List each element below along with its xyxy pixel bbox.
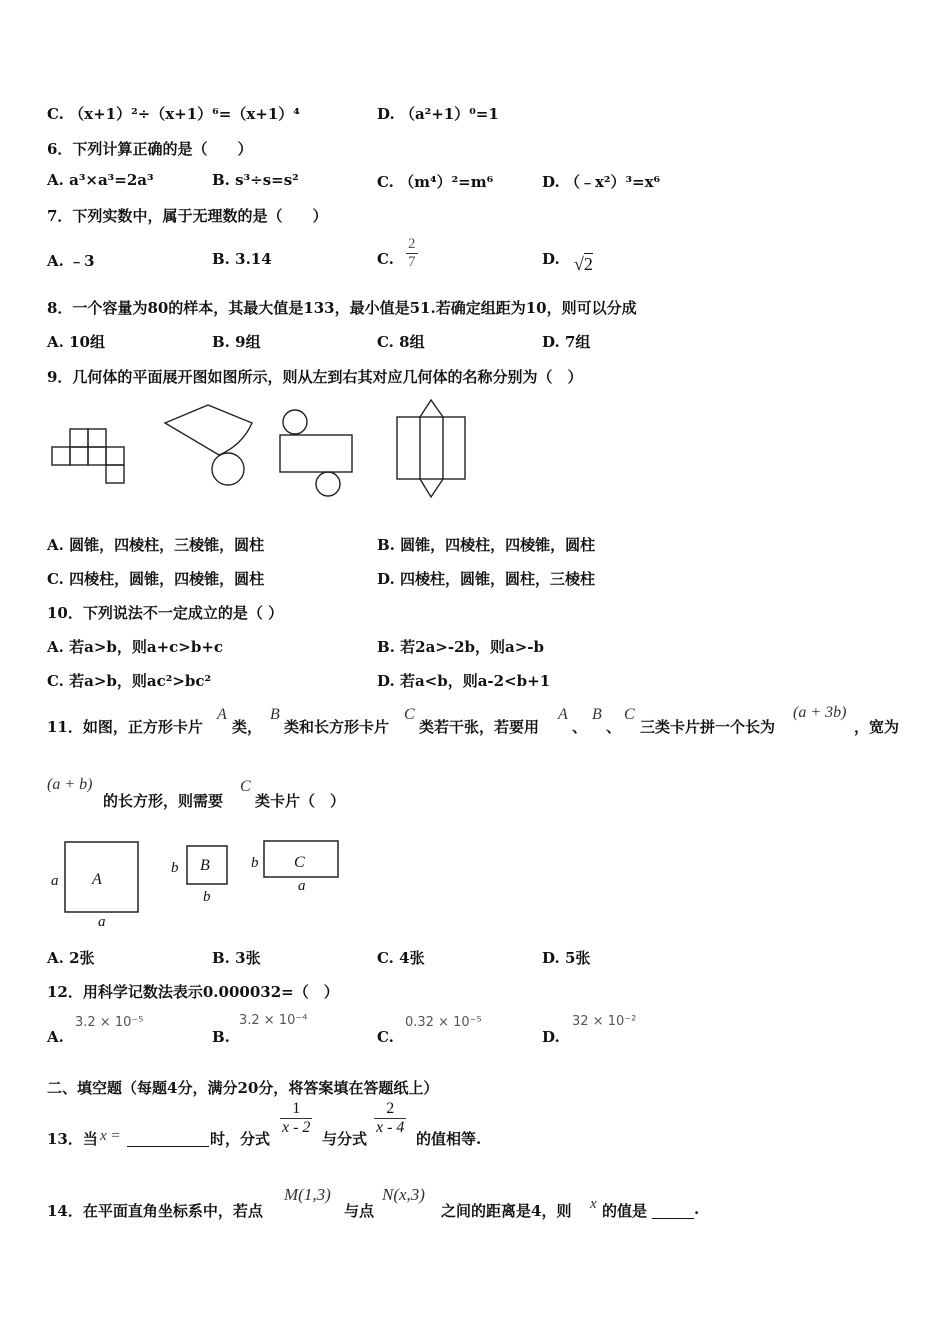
question-text: 之间的距离是4，则	[441, 1202, 572, 1220]
question-text: 三类卡片拼一个长为	[640, 718, 776, 736]
q8-option-b	[212, 331, 261, 352]
q14-line	[0, 1184, 950, 1220]
fraction-denominator: x - 4	[376, 1119, 405, 1136]
q11-option-a	[47, 947, 95, 968]
question-text: 11．如图，正方形卡片	[47, 718, 203, 736]
q12-option-a-label: A.	[47, 1028, 64, 1046]
q11-stem-line2	[0, 774, 950, 810]
option-text: 若2a>-2b，则a>-b	[400, 638, 545, 656]
q12-option-b-label: B.	[212, 1028, 230, 1046]
fraction-two-sevenths	[406, 236, 418, 271]
card-a-side-label: a	[51, 873, 59, 889]
option-text: （﹣x²）³=x⁶	[564, 173, 661, 191]
q12-option-d-label: D.	[542, 1028, 560, 1046]
option-text: （x+1）²÷（x+1）⁶=（x+1）⁴	[69, 105, 300, 123]
q10-option-a	[47, 636, 223, 657]
section-heading: 二、填空题（每题4分，满分20分，将答案填在答题纸上）	[47, 1079, 439, 1097]
option-text: 8组	[399, 333, 425, 351]
var-x: x =	[100, 1128, 121, 1144]
q9-option-b	[377, 534, 595, 555]
option-label: D.	[542, 250, 560, 268]
net-cone	[165, 405, 252, 485]
q7-option-c	[377, 250, 394, 268]
question-text: 9．几何体的平面展开图如图所示，则从左到右其对应几何体的名称分别为（ ）	[47, 368, 583, 386]
radical-sign-icon: √	[574, 254, 584, 274]
option-label: C.	[377, 173, 394, 191]
fraction-numerator: 1	[280, 1100, 312, 1119]
q11-stem-line1	[0, 704, 950, 740]
fraction-2	[374, 1100, 406, 1137]
q12-option-a-text: 3.2 × 10⁻⁵	[75, 1015, 144, 1030]
option-text: 3.14	[235, 250, 272, 268]
option-label: A.	[47, 171, 64, 189]
var-x: x	[590, 1196, 597, 1212]
option-label: B.	[377, 536, 395, 554]
option-label: D.	[542, 173, 560, 191]
var-c: C	[404, 706, 415, 723]
option-label: B.	[212, 250, 230, 268]
question-text: 与分式	[322, 1130, 368, 1148]
q8-option-d	[542, 331, 590, 352]
question-text: 类若干张，若要用	[419, 718, 540, 736]
question-text: 类卡片（ ）	[255, 792, 346, 810]
option-label: A.	[47, 333, 64, 351]
q11-option-b	[212, 947, 261, 968]
option-text: 若a>b，则a+c>b+c	[69, 638, 224, 656]
option-label: B.	[212, 171, 230, 189]
var-b: B	[270, 706, 280, 723]
option-text: 2张	[69, 949, 95, 967]
q6-option-c	[377, 171, 493, 192]
option-label: C.	[377, 333, 394, 351]
option-label: A.	[47, 536, 64, 554]
separator: 、	[606, 718, 622, 736]
option-text: 7组	[564, 333, 591, 351]
q5-option-d	[377, 103, 499, 124]
question-text: 14．在平面直角坐标系中，若点	[47, 1202, 263, 1220]
sqrt-two	[574, 254, 593, 275]
option-text: s³÷s=s²	[235, 171, 299, 189]
question-text: 6．下列计算正确的是（ ）	[47, 140, 253, 158]
option-label: B.	[377, 638, 395, 656]
option-text: 若a<b，则a-2<b+1	[399, 672, 551, 690]
option-label: C.	[377, 250, 394, 268]
question-text: 8．一个容量为80的样本，其最大值是133，最小值是51.若确定组距为10，则可以分成	[47, 299, 637, 317]
option-label: B.	[212, 949, 230, 967]
card-b-label: B	[200, 857, 210, 874]
question-text: 13．当	[47, 1130, 98, 1148]
q7-option-d	[542, 250, 560, 268]
question-text: 10．下列说法不一定成立的是（ ）	[47, 604, 284, 622]
option-text: 9组	[235, 333, 261, 351]
q7-option-a	[47, 250, 95, 271]
q12-option-b-text: 3.2 × 10⁻⁴	[239, 1013, 308, 1028]
card-b-bottom-label: b	[203, 889, 211, 905]
option-text: 10组	[69, 333, 105, 351]
q9-figure-nets	[40, 395, 480, 505]
q13-line	[0, 1100, 950, 1152]
q7-options	[0, 236, 950, 280]
question-text: 时，分式	[210, 1130, 271, 1148]
option-label: D.	[377, 672, 395, 690]
answer-blank[interactable]	[652, 1202, 694, 1219]
q9-option-c	[47, 568, 264, 589]
q12-option-d-text: 32 × 10⁻²	[572, 1014, 637, 1029]
fraction-numerator: 2	[408, 236, 416, 252]
option-label: C.	[377, 949, 394, 967]
net-prism	[397, 400, 465, 497]
var-c: C	[240, 778, 251, 795]
option-text: 4张	[399, 949, 425, 967]
option-label: C.	[47, 672, 64, 690]
card-a-bottom-label: a	[98, 914, 106, 930]
card-c-label: C	[294, 854, 305, 871]
q8-option-c	[377, 331, 425, 352]
fraction-denominator: 7	[408, 254, 416, 270]
net-cube	[52, 429, 124, 483]
option-text: 若a>b，则ac²>bc²	[69, 672, 212, 690]
point-m: M(1,3)	[284, 1185, 331, 1204]
q7-option-b	[212, 250, 272, 268]
card-b-side-label: b	[171, 860, 179, 876]
length-expression: (a + 3b)	[793, 704, 847, 721]
card-c-bottom-label: a	[298, 878, 306, 894]
q10-option-c	[47, 670, 211, 691]
q9-option-a	[47, 534, 264, 555]
q8-option-a	[47, 331, 105, 352]
card-a-label: A	[92, 871, 102, 888]
option-label: C.	[47, 105, 64, 123]
question-text: 与点	[344, 1202, 375, 1220]
answer-blank[interactable]	[127, 1130, 209, 1147]
question-text: .	[694, 1200, 700, 1218]
radicand: 2	[583, 254, 593, 274]
option-text: 四棱柱，圆锥，圆柱，三棱柱	[399, 570, 595, 588]
option-text: ﹣3	[69, 252, 95, 270]
option-label: A.	[47, 638, 64, 656]
q12-options	[0, 1012, 950, 1048]
option-text: 圆锥，四棱柱，四棱锥，圆柱	[400, 536, 596, 554]
option-label: C.	[47, 570, 64, 588]
fraction-1	[280, 1100, 312, 1137]
q11-option-c	[377, 947, 425, 968]
q12-option-c-text: 0.32 × 10⁻⁵	[405, 1015, 482, 1030]
question-text: ，宽为	[854, 718, 900, 736]
net-cylinder	[280, 410, 352, 496]
question-text: 7．下列实数中，属于无理数的是（ ）	[47, 207, 328, 225]
option-label: A.	[47, 949, 64, 967]
question-text: 类和长方形卡片	[284, 718, 390, 736]
option-label: D.	[542, 333, 560, 351]
fraction-numerator: 2	[374, 1100, 406, 1119]
separator: 、	[572, 718, 588, 736]
q6-option-a	[47, 171, 154, 189]
q11-option-d	[542, 947, 590, 968]
q9-option-d	[377, 568, 595, 589]
question-text: 的长方形，则需要	[103, 792, 224, 810]
q6-option-d	[542, 171, 660, 192]
q6-option-b	[212, 171, 299, 189]
option-text: （a²+1）⁰=1	[399, 105, 499, 123]
option-text: 3张	[235, 949, 261, 967]
var-a: A	[217, 706, 227, 723]
option-text: 四棱柱，圆锥，四棱锥，圆柱	[69, 570, 265, 588]
question-text: 的值是	[602, 1202, 648, 1220]
option-label: D.	[377, 105, 395, 123]
option-text: 5张	[564, 949, 591, 967]
question-text: 的值相等.	[416, 1130, 482, 1148]
option-label: D.	[542, 949, 560, 967]
q11-figure-cards	[40, 835, 350, 930]
var-b: B	[592, 706, 602, 723]
q5-option-c	[47, 103, 300, 124]
option-label: D.	[377, 570, 395, 588]
question-text: 12．用科学记数法表示0.000032=（ ）	[47, 983, 339, 1001]
q10-option-d	[377, 670, 550, 691]
fraction-denominator: x - 2	[282, 1119, 311, 1136]
q10-option-b	[377, 636, 544, 657]
option-text: a³×a³=2a³	[69, 171, 154, 189]
option-label: B.	[212, 333, 230, 351]
card-c-side-label: b	[251, 855, 259, 871]
var-c: C	[624, 706, 635, 723]
q12-option-c-label: C.	[377, 1028, 394, 1046]
question-text: 类，	[232, 718, 263, 736]
option-text: （m⁴）²=m⁶	[399, 173, 494, 191]
option-label: A.	[47, 252, 64, 270]
width-expression: (a + b)	[47, 776, 93, 793]
point-n: N(x,3)	[382, 1185, 425, 1204]
option-text: 圆锥，四棱柱，三棱锥，圆柱	[69, 536, 265, 554]
var-a: A	[558, 706, 568, 723]
